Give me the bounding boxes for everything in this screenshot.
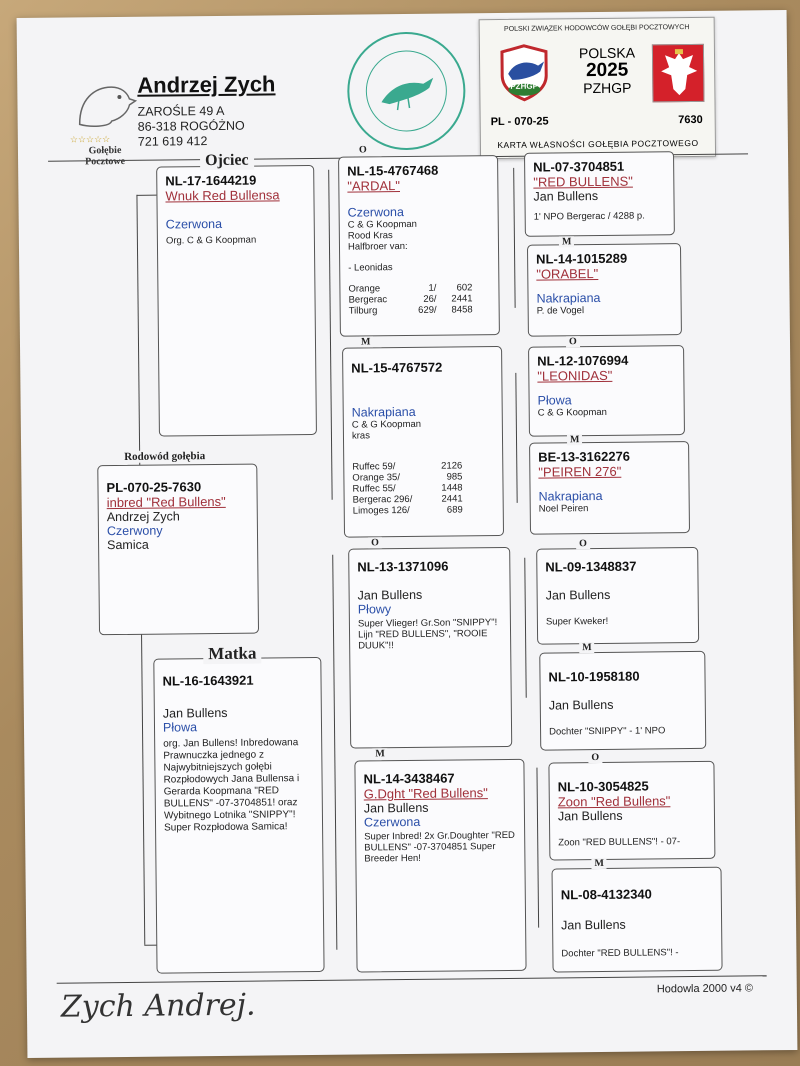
pigeon-head-icon <box>69 79 140 130</box>
logo-text-1: Gołębie <box>88 144 122 157</box>
fm-sex-label: M <box>358 336 374 347</box>
ff-result-row: Tilburg 629/ 8458 <box>348 304 473 317</box>
address-line-1: ZAROŚLE 49 A <box>137 103 225 119</box>
software-credit: Hodowla 2000 v4 © <box>656 982 754 996</box>
phone: 721 619 412 <box>137 134 208 149</box>
mfm-ring: NL-10-1958180 <box>548 668 640 685</box>
subject-color: Czerwony <box>106 523 163 539</box>
pzhgp-logo-text: PZHGP <box>510 81 538 91</box>
mm-color: Czerwona <box>363 814 421 830</box>
mmf-sex-label: O <box>588 752 602 763</box>
father-color: Czerwona <box>165 216 223 232</box>
father-connector <box>328 170 333 500</box>
mother-card[interactable] <box>153 657 324 974</box>
card-top-text: POLSKI ZWIĄZEK HODOWCÓW GOŁĘBI POCZTOWYCH <box>503 24 690 33</box>
ff-note-4: - Leonidas <box>348 262 393 274</box>
mother-breeder: Jan Bullens <box>162 705 228 721</box>
owner-block <box>137 71 276 149</box>
fm-results <box>352 460 495 516</box>
mf-color: Płowy <box>357 602 392 617</box>
mmf-name: Zoon "Red Bullens" <box>557 793 671 810</box>
fff-card[interactable] <box>524 151 675 237</box>
father-name: Wnuk Red Bullensa <box>165 187 280 204</box>
club-stamp <box>347 31 466 150</box>
subject-card[interactable] <box>97 464 259 636</box>
subject-ring: PL-070-25-7630 <box>106 479 202 496</box>
ff-color: Czerwona <box>347 205 404 220</box>
father-title: Ojciec <box>200 152 254 171</box>
mm-ring: NL-14-3438467 <box>363 770 455 787</box>
mf-sex-label: O <box>368 537 382 548</box>
mf-connector <box>524 558 527 698</box>
subject-breeder: Andrzej Zych <box>106 509 180 525</box>
father-note: Org. C & G Koopman <box>165 234 257 247</box>
ffm-sex-label: M <box>559 236 575 247</box>
connector-father <box>136 195 156 197</box>
mff-note: Super Kweker! <box>545 615 609 628</box>
father-ring: NL-17-1644219 <box>165 172 257 189</box>
fmm-color: Nakrapiana <box>538 488 603 504</box>
mf-breeder: Jan Bullens <box>357 587 423 603</box>
handwritten-signature: Zych Andrej. <box>60 987 256 1025</box>
fmm-breeder: Noel Peiren <box>538 503 589 515</box>
mm-sex-label: M <box>372 748 388 759</box>
fff-name: "RED BULLENS" <box>533 173 633 190</box>
fm-result-row: Ruffec 59/ 2126 <box>352 460 463 473</box>
mm-connector <box>536 768 539 928</box>
logo-text-2: Pocztowe <box>85 155 126 168</box>
ffm-breeder: P. de Vogel <box>536 305 585 317</box>
ff-result-row: Bergerac 26/ 2441 <box>348 293 473 306</box>
card-ring: PL - 070-25 <box>490 115 549 129</box>
ff-results <box>348 282 490 316</box>
ff-note-1: C & G Koopman <box>347 218 417 231</box>
father-card[interactable] <box>156 165 317 437</box>
fm-note-2: kras <box>351 430 370 442</box>
mmm-note: Dochter "RED BULLENS"! - <box>561 947 679 960</box>
mother-ring: NL-16-1643921 <box>162 672 254 689</box>
mmf-breeder: Jan Bullens <box>557 808 623 824</box>
ffm-ring: NL-14-1015289 <box>536 250 628 267</box>
mother-title: Matka <box>203 644 261 665</box>
pzhgp-emblem-icon <box>494 43 555 102</box>
card-year: 2025 <box>585 59 629 82</box>
fmf-name: "LEONIDAS" <box>537 367 613 384</box>
ff-connector <box>513 168 516 308</box>
fmm-name: "PEIREN 276" <box>538 463 622 480</box>
fm-ring: NL-15-4767572 <box>351 359 443 376</box>
ffm-card[interactable] <box>527 243 682 337</box>
owner-name: Andrzej Zych <box>137 71 276 98</box>
mm-breeder: Jan Bullens <box>363 800 429 816</box>
fm-connector <box>515 373 518 503</box>
ff-name: "ARDAL" <box>347 178 401 194</box>
subject-name: inbred "Red Bullens" <box>106 493 226 511</box>
fmm-card[interactable] <box>529 441 690 535</box>
ff-result-row: Orange 1/ 602 <box>348 282 473 295</box>
fm-card[interactable] <box>342 346 504 538</box>
fm-color: Nakrapiana <box>351 404 416 420</box>
mf-card[interactable] <box>348 547 512 749</box>
mff-card[interactable] <box>536 547 699 645</box>
fmm-sex-label: M <box>567 434 583 445</box>
card-number: 7630 <box>678 113 703 127</box>
white-eagle-icon <box>653 45 706 104</box>
mmm-breeder: Jan Bullens <box>561 917 626 933</box>
ffm-color: Nakrapiana <box>536 290 601 306</box>
pigeon-logo <box>69 79 140 168</box>
fm-result-row: Ruffec 55/ 1448 <box>352 482 463 495</box>
fmm-ring: BE-13-3162276 <box>538 448 631 465</box>
fmf-card[interactable] <box>528 345 685 437</box>
mf-note: Super Vlieger! Gr.Son "SNIPPY"! Lijn "RED BULLENS", "ROOIE DUUK"!! <box>357 617 498 652</box>
mmm-ring: NL-08-4132340 <box>560 886 652 903</box>
ff-ring: NL-15-4767468 <box>347 162 439 179</box>
mf-ring: NL-13-1371096 <box>357 558 449 575</box>
subject-sex: Samica <box>107 537 149 553</box>
mm-card[interactable] <box>354 759 526 973</box>
polish-eagle-emblem <box>652 44 705 103</box>
mother-connector <box>332 555 337 950</box>
logo-stars: ☆☆☆☆☆ <box>69 134 111 145</box>
card-bottom-text: KARTA WŁASNOŚCI GOŁĘBIA POCZTOWEGO <box>497 137 699 151</box>
fm-result-row: Limoges 126/ 689 <box>352 504 463 517</box>
mmf-note: Zoon "RED BULLENS"! - 07- <box>558 836 681 849</box>
mmm-sex-label: M <box>591 858 607 869</box>
pedigree-title: Rodowód gołębia <box>119 450 210 463</box>
stamp-pigeon-icon <box>349 33 464 148</box>
ff-note-3: Halfbroer van: <box>347 240 408 253</box>
mmf-ring: NL-10-3054825 <box>557 778 649 795</box>
fmf-sex-label: O <box>566 336 580 347</box>
fff-ring: NL-07-3704851 <box>533 158 625 175</box>
mmm-card[interactable] <box>552 867 723 973</box>
fff-note: 1' NPO Bergerac / 4288 p. <box>533 210 645 223</box>
fff-breeder: Jan Bullens <box>533 188 599 204</box>
mmf-card[interactable] <box>548 761 715 861</box>
mff-breeder: Jan Bullens <box>545 587 611 603</box>
mfm-note: Dochter "SNIPPY" - 1' NPO <box>549 725 666 738</box>
card-country: POLSKA <box>578 44 636 62</box>
fm-result-row: Orange 35/ 985 <box>352 471 463 484</box>
fmf-breeder: C & G Koopman <box>537 406 607 419</box>
fmf-ring: NL-12-1076994 <box>537 352 629 369</box>
mm-name: G.Dght "Red Bullens" <box>363 785 488 802</box>
mother-note: org. Jan Bullens! Inbredowana Prawnuczka jednego z Najwybitniejszych gołębi Rozpłodowych Jana Bullensa i Gerarda Koopmana "RED BULLENS" -07-3704851! oraz Wybitnego Lotnika "SNIPPY"! Super Rozpłodowa Samica! <box>163 737 300 834</box>
fm-note-1: C & G Koopman <box>351 418 422 431</box>
card-org: PZHGP <box>583 79 632 97</box>
mfm-card[interactable] <box>539 651 706 751</box>
mff-sex-label: O <box>576 538 590 549</box>
ownership-card <box>479 17 716 159</box>
ff-sex-label: O <box>356 144 370 155</box>
pedigree-sheet <box>17 10 798 1058</box>
mfm-sex-label: M <box>579 642 595 653</box>
mfm-breeder: Jan Bullens <box>548 697 614 713</box>
pzhgp-logo <box>494 43 555 102</box>
ffm-name: "ORABEL" <box>536 265 599 282</box>
ff-card[interactable] <box>338 155 500 337</box>
mother-color: Płowa <box>162 720 198 735</box>
mff-ring: NL-09-1348837 <box>545 558 637 575</box>
fmf-color: Płowa <box>537 393 572 408</box>
ff-note-2: Rood Kras <box>347 230 393 242</box>
mm-note: Super Inbred! 2x Gr.Doughter "RED BULLENS" -07-3704851 Super Breeder Hen! <box>364 829 515 865</box>
fm-result-row: Bergerac 296/ 2441 <box>352 493 463 506</box>
address-line-2: 86-318 ROGÓŻNO <box>137 118 245 134</box>
